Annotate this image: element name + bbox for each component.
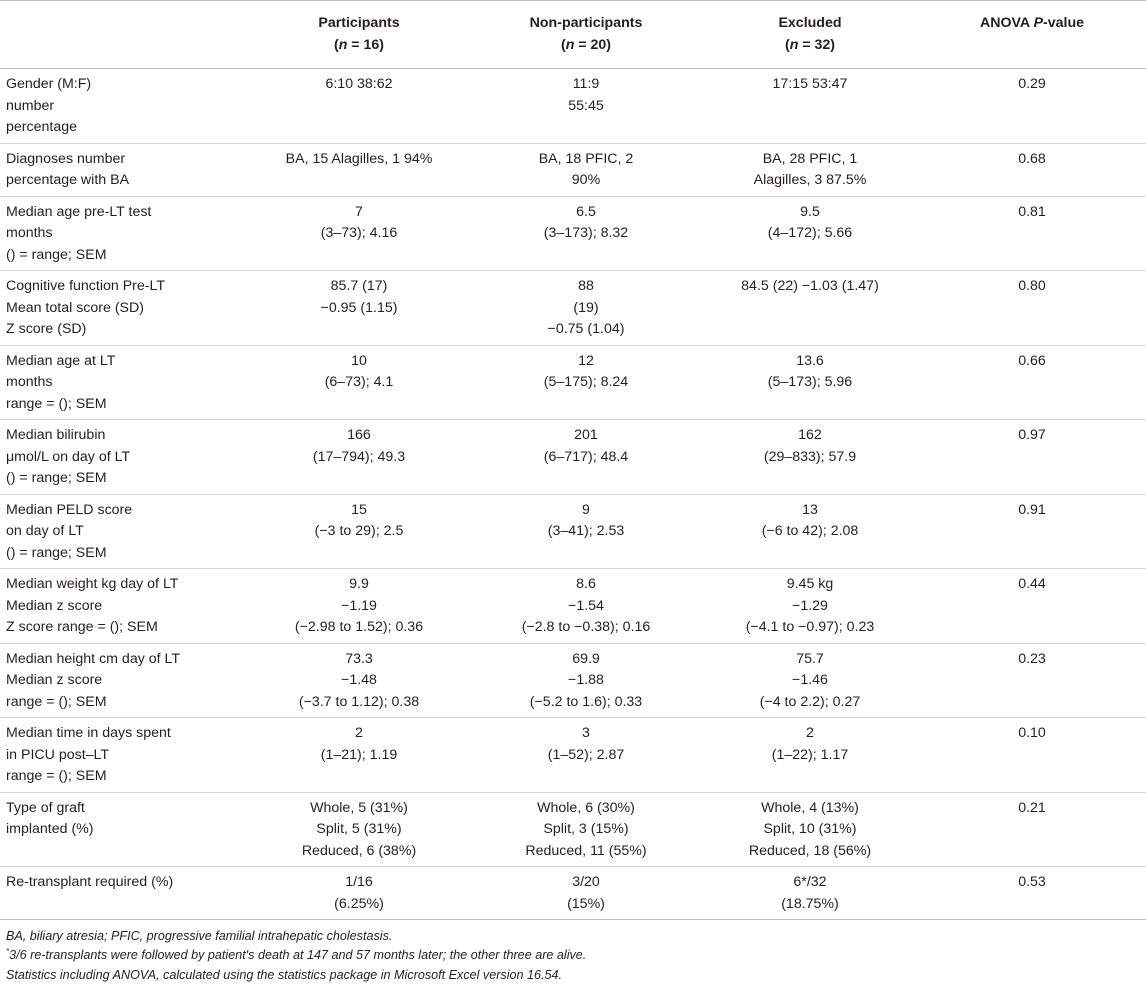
cell-non-participants xyxy=(470,69,702,144)
cell-line: 10 xyxy=(351,352,367,369)
row-label-line: Re-transplant required (%) xyxy=(6,874,174,890)
cell-non-participants xyxy=(470,569,702,644)
cell-line: (−3 to 29); 2.5 xyxy=(314,523,404,539)
row-label-line: Z score range = (); SEM xyxy=(6,619,158,635)
cell-non-participants xyxy=(470,718,702,793)
row-label-line: Cognitive function Pre-LT xyxy=(6,278,166,294)
header-empty xyxy=(0,1,248,69)
cell-anova-p-value: 0.44 xyxy=(1018,576,1046,592)
cell-line: (1–22); 1.17 xyxy=(771,746,849,763)
header-excluded xyxy=(702,1,918,69)
cell-line: (17–794); 49.3 xyxy=(312,448,406,465)
cell-line: 3/20 xyxy=(572,874,600,890)
row-label-line: range = (); SEM xyxy=(6,693,107,710)
cell-line: −1.54 xyxy=(568,597,604,614)
cell-line: Alagilles, 3 87.5% xyxy=(753,172,867,188)
cell-line: (−4.1 to −0.97); 0.23 xyxy=(745,619,875,635)
cell-non-participants xyxy=(470,143,702,196)
cell-line: BA, 28 PFIC, 1 xyxy=(762,150,858,167)
row-label-line: () = range; SEM xyxy=(6,246,107,263)
cell-line: (5–173); 5.96 xyxy=(767,374,853,390)
cell-excluded xyxy=(702,494,918,569)
cell-participants xyxy=(248,345,470,420)
table-row xyxy=(0,69,1146,144)
header-participants-n: (n = 16) xyxy=(333,37,385,53)
cell-excluded xyxy=(702,643,918,718)
row-label xyxy=(0,271,248,346)
cell-line: (−5.2 to 1.6); 0.33 xyxy=(529,693,643,710)
header-non-participants-title: Non-participants xyxy=(529,15,643,31)
cell-line: 3 xyxy=(582,725,590,741)
header-excluded-n: (n = 32) xyxy=(784,37,836,53)
cell-line: (6–717); 48.4 xyxy=(543,448,629,465)
cell-anova-p-value: 0.97 xyxy=(1018,427,1046,443)
table-row xyxy=(0,143,1146,196)
cell-participants xyxy=(248,792,470,867)
cell-anova-p-value: 0.23 xyxy=(1018,650,1046,667)
cell-excluded xyxy=(702,867,918,920)
table-row xyxy=(0,718,1146,793)
row-label-line: Median age at LT xyxy=(6,352,116,369)
table-row xyxy=(0,271,1146,346)
cell-line: (15%) xyxy=(567,895,605,912)
footnote-statistics: Statistics including ANOVA, calculated using the statistics package in Microsoft Excel version 16.54. xyxy=(6,967,563,982)
cell-line: (−3.7 to 1.12); 0.38 xyxy=(298,693,420,710)
cell-line: 162 xyxy=(798,427,822,443)
row-label-line: number xyxy=(6,97,55,114)
cell-anova-p-value: 0.80 xyxy=(1018,278,1046,294)
table-row xyxy=(0,867,1146,920)
table-row xyxy=(0,643,1146,718)
cell-line: 15 xyxy=(351,501,367,518)
header-anova-title: ANOVA P-value xyxy=(979,15,1085,31)
cell-line: 8.6 xyxy=(576,576,596,592)
cell-line: −1.48 xyxy=(341,672,377,688)
cell-line: (6–73); 4.1 xyxy=(324,374,394,390)
row-label-line: range = (); SEM xyxy=(6,768,107,784)
cell-line: 13.6 xyxy=(796,352,824,369)
cell-participants xyxy=(248,494,470,569)
cell-line: −1.19 xyxy=(341,597,377,614)
cell-anova-p-value: 0.21 xyxy=(1018,799,1046,816)
cell-line: (−4 to 2.2); 0.27 xyxy=(759,693,861,710)
cell-participants xyxy=(248,569,470,644)
row-label-line: Diagnoses number xyxy=(6,150,126,167)
row-label-line: () = range; SEM xyxy=(6,544,107,561)
table-body xyxy=(0,69,1146,920)
cell-participants xyxy=(248,420,470,495)
cell-line: 6:10 38:62 xyxy=(325,76,393,92)
cell-anova-p-value: 0.81 xyxy=(1018,203,1046,220)
row-label-line: Median z score xyxy=(6,672,103,688)
cell-participants xyxy=(248,718,470,793)
cell-line: Split, 10 (31%) xyxy=(763,821,857,837)
cell-line: Whole, 4 (13%) xyxy=(761,799,859,816)
cell-excluded xyxy=(702,69,918,144)
cell-non-participants xyxy=(470,643,702,718)
cell-line: Whole, 5 (31%) xyxy=(310,799,408,816)
cell-line: −0.95 (1.15) xyxy=(320,299,398,316)
cell-line: 84.5 (22) −1.03 (1.47) xyxy=(741,278,879,294)
row-label-line: on day of LT xyxy=(6,523,84,539)
cell-excluded xyxy=(702,569,918,644)
row-label-line: implanted (%) xyxy=(6,821,94,837)
row-label xyxy=(0,792,248,867)
cell-line: (3–173); 8.32 xyxy=(543,225,629,241)
cell-line: 2 xyxy=(806,725,814,741)
cell-line: (3–41); 2.53 xyxy=(547,523,625,539)
footnotes xyxy=(0,920,1146,985)
row-label-line: Median PELD score xyxy=(6,501,133,518)
cell-line: 73.3 xyxy=(345,650,373,667)
cell-line: Split, 3 (15%) xyxy=(543,821,629,837)
header-participants xyxy=(248,1,470,69)
table-row xyxy=(0,792,1146,867)
cell-line: 88 xyxy=(578,278,594,294)
cell-line: Reduced, 6 (38%) xyxy=(301,842,417,859)
cell-participants xyxy=(248,143,470,196)
row-label xyxy=(0,867,248,920)
row-label-line: percentage with BA xyxy=(6,172,130,188)
table-row xyxy=(0,569,1146,644)
cell-excluded xyxy=(702,271,918,346)
row-label xyxy=(0,643,248,718)
cell-line: 75.7 xyxy=(796,650,824,667)
cell-participants xyxy=(248,867,470,920)
row-label-line: Type of graft xyxy=(6,799,85,816)
cell-line: 85.7 (17) xyxy=(330,278,388,294)
row-label-line: () = range; SEM xyxy=(6,470,107,486)
row-label-line: Gender (M:F) xyxy=(6,76,92,92)
cell-line: 201 xyxy=(574,427,598,443)
cell-line: Reduced, 18 (56%) xyxy=(748,842,872,859)
row-label-line: Median height cm day of LT xyxy=(6,650,181,667)
cell-excluded xyxy=(702,718,918,793)
cell-line: −1.29 xyxy=(792,597,828,614)
cell-line: 9 xyxy=(582,501,590,518)
cell-line: (−2.98 to 1.52); 0.36 xyxy=(294,619,424,635)
cell-anova-p-value: 0.66 xyxy=(1018,352,1046,369)
cell-excluded xyxy=(702,792,918,867)
cell-anova-p-value: 0.29 xyxy=(1018,76,1046,92)
row-label-line: percentage xyxy=(6,119,77,135)
cell-line: (5–175); 8.24 xyxy=(543,374,629,390)
cell-line: (−2.8 to −0.38); 0.16 xyxy=(521,619,651,635)
cell-participants xyxy=(248,643,470,718)
cell-line: 17:15 53:47 xyxy=(772,76,848,92)
cell-line: 2 xyxy=(355,725,363,741)
cell-line: (−6 to 42); 2.08 xyxy=(761,523,859,539)
cell-excluded xyxy=(702,420,918,495)
cell-line: 55:45 xyxy=(568,97,604,114)
table-row xyxy=(0,420,1146,495)
cell-participants xyxy=(248,271,470,346)
row-label xyxy=(0,143,248,196)
cell-line: Reduced, 11 (55%) xyxy=(525,842,647,859)
cell-line: 9.5 xyxy=(800,203,820,220)
row-label-line: months xyxy=(6,374,53,390)
row-label xyxy=(0,69,248,144)
cell-line: 90% xyxy=(571,172,601,188)
row-label xyxy=(0,718,248,793)
table-row xyxy=(0,196,1146,271)
row-label-line: Mean total score (SD) xyxy=(6,299,144,316)
cell-line: 6.5 xyxy=(576,203,596,220)
footnote-retransplant: *3/6 re-transplants were followed by patient's death at 147 and 57 months later; the other three are alive. xyxy=(6,947,587,963)
row-label-line: Median weight kg day of LT xyxy=(6,576,179,592)
footnote-abbreviations: BA, biliary atresia; PFIC, progressive familial intrahepatic cholestasis. xyxy=(6,929,393,943)
cell-line: 13 xyxy=(802,501,818,518)
cell-line: 6*/32 xyxy=(793,874,827,890)
cell-line: 11:9 xyxy=(572,76,600,92)
cell-non-participants xyxy=(470,420,702,495)
cell-non-participants xyxy=(470,867,702,920)
row-label-line: Z score (SD) xyxy=(6,321,87,337)
cell-line: (1–52); 2.87 xyxy=(547,746,625,763)
cell-line: −1.88 xyxy=(568,672,604,688)
cell-anova-p-value: 0.10 xyxy=(1018,725,1046,741)
cell-line: 166 xyxy=(347,427,371,443)
cell-line: (6.25%) xyxy=(334,895,384,912)
row-label xyxy=(0,420,248,495)
header-excluded-title: Excluded xyxy=(778,15,842,31)
row-label-line: months xyxy=(6,225,53,241)
cell-line: BA, 15 Alagilles, 1 94% xyxy=(285,150,433,167)
cell-line: 9.45 kg xyxy=(786,576,834,592)
cell-line: (19) xyxy=(573,299,599,316)
row-label-line: range = (); SEM xyxy=(6,395,107,412)
row-label-line: in PICU post–LT xyxy=(6,746,110,763)
cell-line: Split, 5 (31%) xyxy=(316,821,402,837)
row-label-line: Median time in days spent xyxy=(6,725,171,741)
cell-line: 9.9 xyxy=(349,576,369,592)
cell-line: (3–73); 4.16 xyxy=(320,225,398,241)
header-anova xyxy=(918,1,1146,69)
row-label xyxy=(0,196,248,271)
cell-excluded xyxy=(702,196,918,271)
cell-line: (18.75%) xyxy=(781,895,839,912)
cell-line: 12 xyxy=(578,352,594,369)
cell-non-participants xyxy=(470,792,702,867)
cell-participants xyxy=(248,69,470,144)
table-row xyxy=(0,345,1146,420)
cell-line: Whole, 6 (30%) xyxy=(537,799,635,816)
cell-line: (29–833); 57.9 xyxy=(763,448,857,465)
cell-non-participants xyxy=(470,196,702,271)
cell-line: BA, 18 PFIC, 2 xyxy=(538,150,634,167)
cell-anova-p-value: 0.91 xyxy=(1018,501,1046,518)
cell-line: 69.9 xyxy=(572,650,600,667)
cell-non-participants xyxy=(470,494,702,569)
table-row xyxy=(0,494,1146,569)
cell-excluded xyxy=(702,143,918,196)
cell-line: (1–21); 1.19 xyxy=(320,746,398,763)
header-non-participants-n: (n = 20) xyxy=(560,37,612,53)
cell-anova-p-value: 0.53 xyxy=(1018,874,1046,890)
cell-line: −1.46 xyxy=(792,672,828,688)
header-row xyxy=(0,1,1146,69)
cell-anova-p-value: 0.68 xyxy=(1018,150,1046,167)
row-label xyxy=(0,494,248,569)
row-label-line: Median age pre-LT test xyxy=(6,203,152,220)
row-label-line: μmol/L on day of LT xyxy=(6,448,131,465)
cell-excluded xyxy=(702,345,918,420)
cell-line: (4–172); 5.66 xyxy=(767,225,853,241)
row-label xyxy=(0,569,248,644)
row-label-line: Median bilirubin xyxy=(6,427,106,443)
header-non-participants xyxy=(470,1,702,69)
cell-non-participants xyxy=(470,345,702,420)
cell-line: 1/16 xyxy=(345,874,373,890)
cell-line: 7 xyxy=(355,203,363,220)
header-participants-title: Participants xyxy=(318,15,400,31)
row-label-line: Median z score xyxy=(6,597,103,614)
cell-line: −0.75 (1.04) xyxy=(547,321,625,337)
cell-non-participants xyxy=(470,271,702,346)
cell-participants xyxy=(248,196,470,271)
row-label xyxy=(0,345,248,420)
